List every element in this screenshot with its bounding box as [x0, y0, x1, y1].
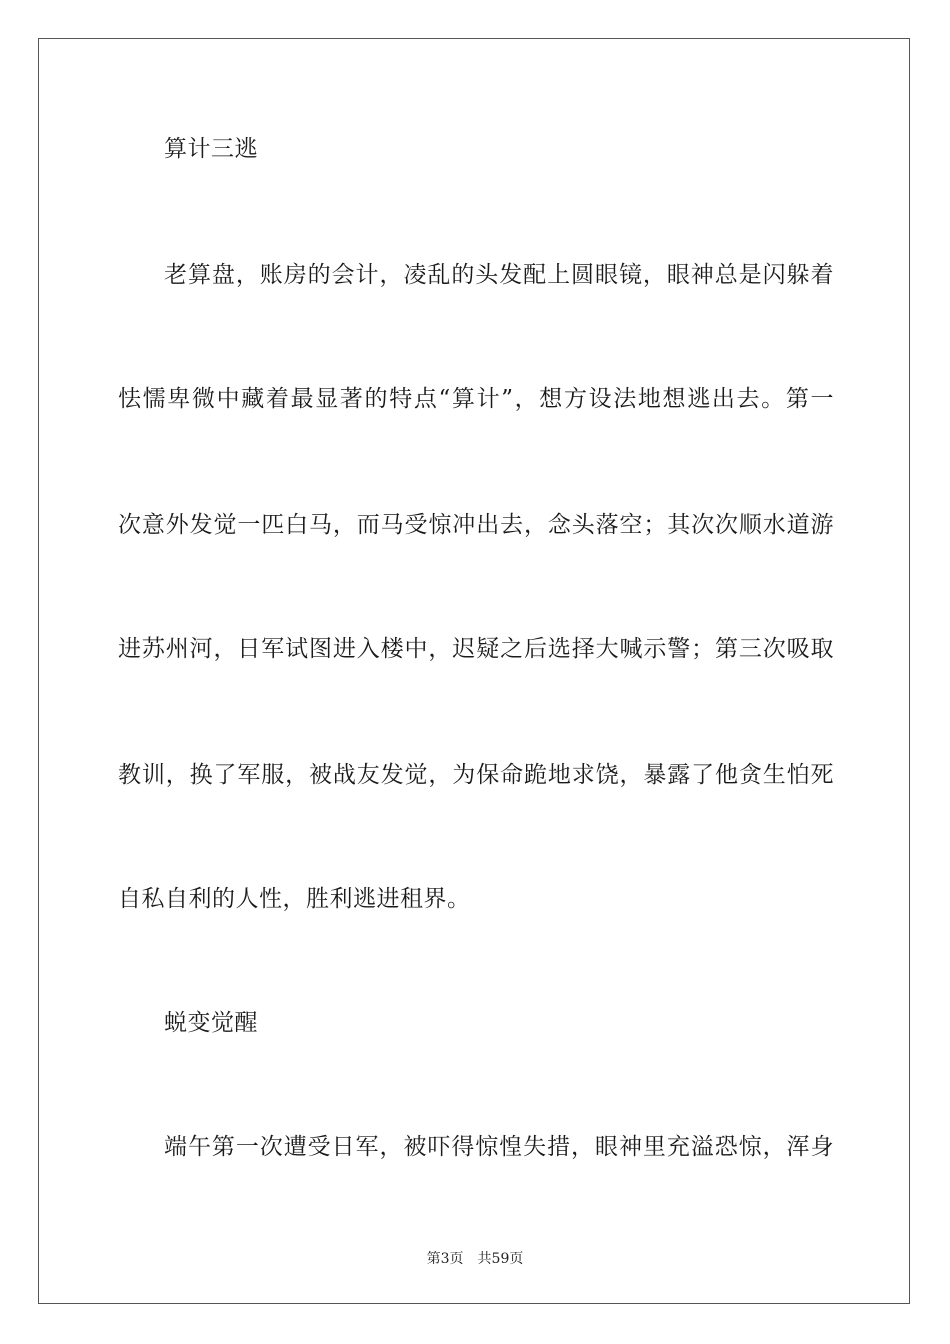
page-border — [38, 38, 910, 1304]
section-heading-suanji-santao: 算计三逃 — [164, 136, 258, 162]
section-heading-tuibian-juexing: 蜕变觉醒 — [164, 1010, 258, 1036]
paragraph-line: 怯懦卑微中藏着最显著的特点“算计”，想方设法地想逃出去。第一 — [118, 386, 834, 412]
paragraph-line: 端午第一次遭受日军，被吓得惊惶失措，眼神里充溢恐惊，浑身 — [164, 1134, 834, 1160]
paragraph-line: 自私自利的人性，胜利逃进租界。 — [118, 886, 471, 912]
paragraph-line: 教训，换了军服，被战友发觉，为保命跪地求饶，暴露了他贪生怕死 — [118, 762, 834, 788]
page-footer — [0, 1248, 950, 1268]
paragraph-line: 老算盘，账房的会计，凌乱的头发配上圆眼镜，眼神总是闪躲着 — [164, 262, 834, 288]
paragraph-line: 次意外发觉一匹白马，而马受惊冲出去，念头落空；其次次顺水道游 — [118, 512, 834, 538]
page-number: 第3页 — [426, 1251, 464, 1267]
page-total: 共59页 — [477, 1251, 524, 1267]
paragraph-line: 进苏州河，日军试图进入楼中，迟疑之后选择大喊示警；第三次吸取 — [118, 636, 834, 662]
